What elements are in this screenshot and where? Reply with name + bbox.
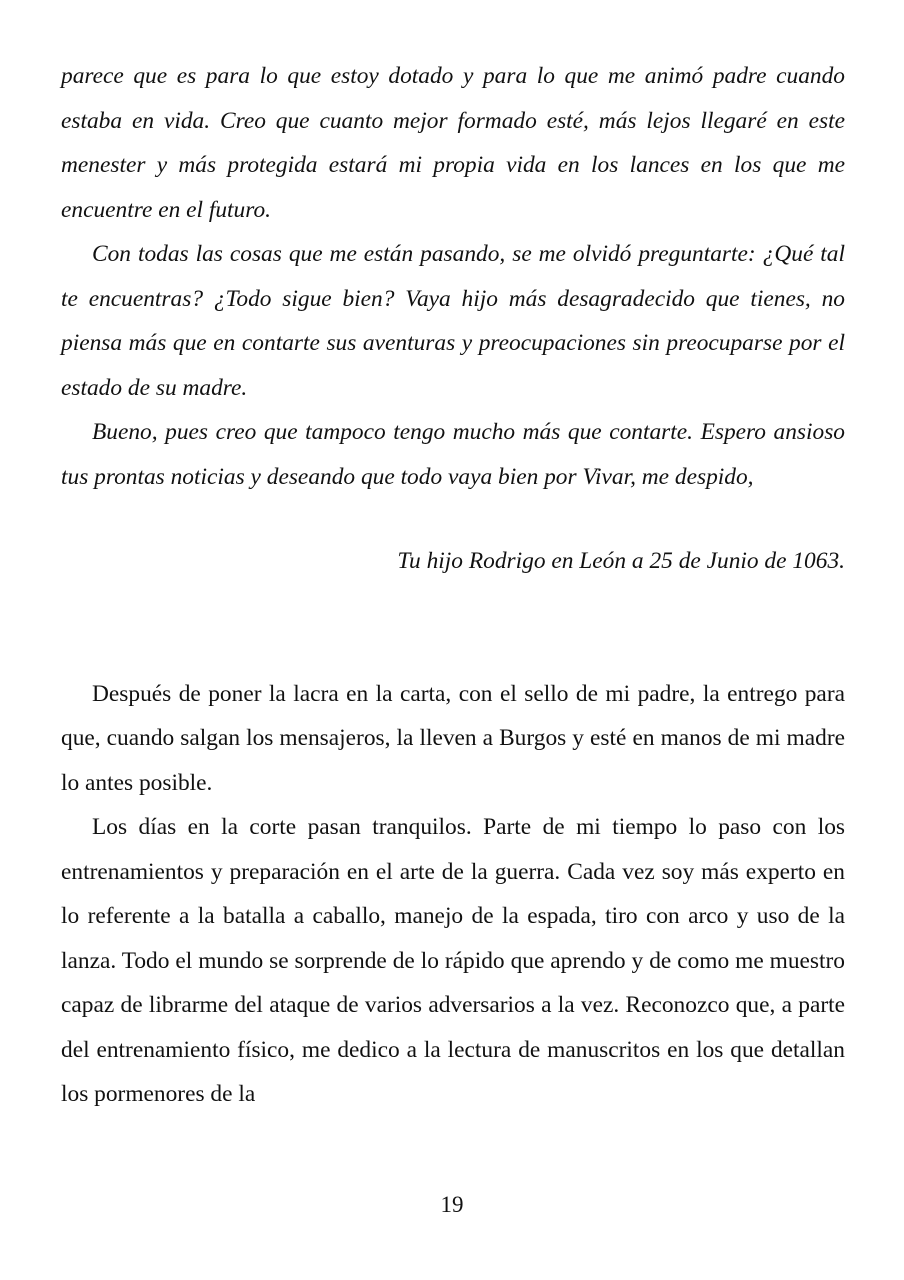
section-spacer	[61, 584, 845, 672]
letter-signature: Tu hijo Rodrigo en León a 25 de Junio de 1063.	[397, 548, 845, 574]
narrative-paragraph: Después de poner la lacra en la carta, con el sello de mi padre, la entrego para que, cuando salgan los mensajeros, la lleven a Burgos y esté en manos de mi madre lo antes posible.	[61, 680, 845, 796]
letter-paragraph: Con todas las cosas que me están pasando, se me olvidó preguntarte: ¿Qué tal te encuentras? ¿Todo sigue bien? Vaya hijo más desagradecido que tienes, no piensa más que en contarte sus aventuras y preocupaciones sin preocuparse por el estado de su madre.	[61, 241, 845, 401]
page-number: 19	[440, 1192, 464, 1217]
book-page-body	[61, 54, 845, 1117]
letter-paragraph: Bueno, pues creo que tampoco tengo mucho más que contarte. Espero ansioso tus prontas noticias y deseando que todo vaya bien por Vivar, me despido,	[61, 419, 845, 490]
narrative-section	[61, 672, 845, 1117]
letter-paragraph: parece que es para lo que estoy dotado y para lo que me animó padre cuando estaba en vida. Creo que cuanto mejor formado esté, más lejos llegaré en este menester y más protegida estará mi propia vida en los lances en los que me encuentre en el futuro.	[61, 63, 845, 223]
narrative-paragraph: Los días en la corte pasan tranquilos. Parte de mi tiempo lo paso con los entrenamientos y preparación en el arte de la guerra. Cada vez soy más experto en lo referente a la batalla a caballo, manejo de la espada, tiro con arco y uso de la lanza. Todo el mundo se sorprende de lo rápido que aprendo y de como me muestro capaz de librarme del ataque de varios adversarios a la vez. Reconozco que, a parte del entrenamiento físico, me dedico a la lectura de manuscritos en los que detallan los pormenores de la	[61, 814, 845, 1107]
letter-section	[61, 54, 845, 584]
